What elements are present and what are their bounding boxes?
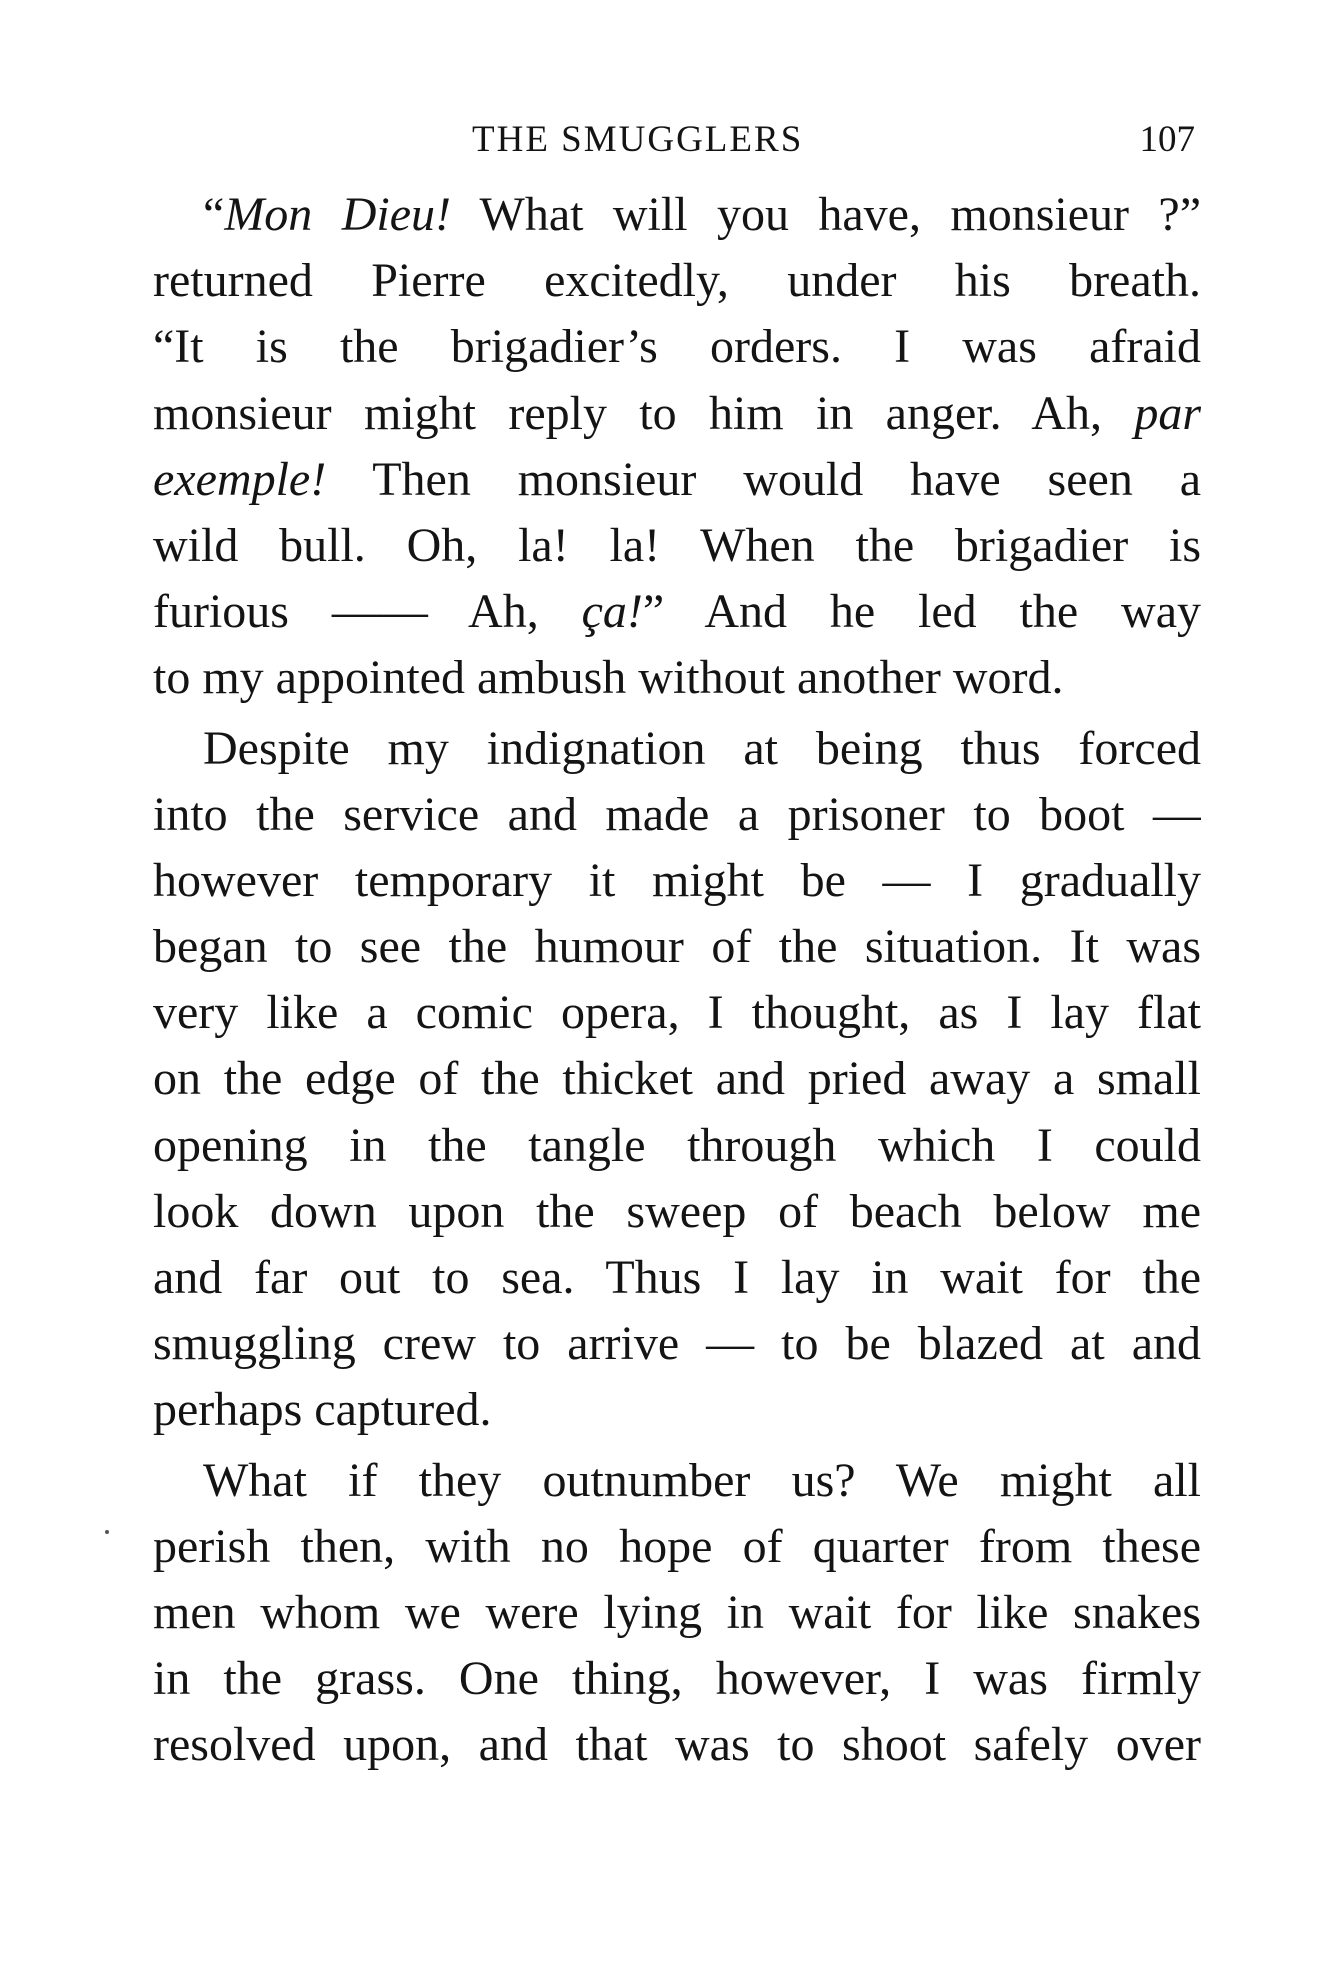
text-line	[153, 314, 1201, 380]
text-segment: in the grass. One thing, however, I was firmly	[153, 1652, 1201, 1706]
italic-text: exemple!	[153, 452, 327, 506]
text-segment: perhaps captured.	[153, 1383, 492, 1437]
text-segment: returned Pierre excitedly, under his breath.	[153, 254, 1201, 308]
text-segment: “It is the brigadier’s orders. I was afraid	[153, 320, 1201, 374]
text-segment: Then monsieur would have seen a	[326, 452, 1201, 506]
text-segment: into the service and made a prisoner to boot —	[153, 787, 1201, 841]
text-segment: What if they outnumber us? We might all	[203, 1453, 1201, 1507]
text-line	[153, 1179, 1201, 1245]
text-line	[153, 980, 1201, 1046]
paragraph	[153, 716, 1201, 1444]
text-line	[153, 645, 1201, 711]
text-line	[153, 1514, 1201, 1580]
text-segment: furious —— Ah,	[153, 585, 582, 639]
text-line	[153, 1245, 1201, 1311]
text-segment: What will you have, monsieur ?”	[451, 188, 1201, 241]
text-line	[153, 1377, 1201, 1443]
text-segment: monsieur might reply to him in anger. Ah,	[153, 386, 1135, 440]
text-line	[153, 1113, 1201, 1179]
text-line	[153, 579, 1201, 645]
text-line	[153, 1580, 1201, 1646]
text-segment: resolved upon, and that was to shoot safely over	[153, 1718, 1201, 1772]
text-segment: Despite my indignation at being thus forced	[203, 721, 1201, 775]
paragraph	[153, 1448, 1201, 1779]
running-head	[0, 118, 1343, 168]
text-segment: smuggling crew to arrive — to be blazed at and	[153, 1317, 1201, 1371]
text-line	[153, 848, 1201, 914]
text-segment: ” And he led the way	[642, 585, 1201, 639]
page-number: 107	[1139, 119, 1195, 160]
text-line	[153, 1712, 1201, 1778]
text-line	[153, 1448, 1201, 1514]
text-line	[153, 716, 1201, 782]
paragraph	[153, 182, 1201, 712]
body-text	[153, 182, 1201, 1779]
italic-text: par	[1134, 386, 1201, 440]
text-line	[153, 447, 1201, 513]
text-line	[153, 182, 1201, 248]
text-segment: and far out to sea. Thus I lay in wait for the	[153, 1251, 1201, 1304]
text-line	[153, 914, 1201, 980]
text-segment: however temporary it might be — I gradually	[153, 853, 1201, 907]
text-line	[153, 381, 1201, 447]
text-segment: to my appointed ambush without another word.	[153, 651, 1064, 705]
running-title: THE SMUGGLERS	[472, 119, 804, 160]
text-line	[153, 248, 1201, 314]
italic-text: Mon Dieu!	[224, 188, 451, 241]
text-line	[153, 1046, 1201, 1112]
text-line	[153, 1311, 1201, 1377]
stray-ink-mark	[105, 1530, 109, 1534]
text-line	[153, 513, 1201, 579]
text-segment: opening in the tangle through which I could	[153, 1118, 1201, 1172]
text-line	[153, 1646, 1201, 1712]
text-segment: look down upon the sweep of beach below me	[153, 1184, 1201, 1238]
text-segment: very like a comic opera, I thought, as I lay flat	[153, 986, 1201, 1040]
text-segment: perish then, with no hope of quarter from these	[153, 1519, 1201, 1573]
text-segment: on the edge of the thicket and pried away a small	[153, 1052, 1201, 1106]
text-segment: began to see the humour of the situation. It was	[153, 920, 1201, 974]
text-line	[153, 782, 1201, 848]
italic-text: ça!	[581, 585, 643, 639]
text-segment: “	[203, 188, 225, 241]
text-segment: wild bull. Oh, la! la! When the brigadier is	[153, 518, 1201, 572]
text-segment: men whom we were lying in wait for like snakes	[153, 1585, 1201, 1639]
